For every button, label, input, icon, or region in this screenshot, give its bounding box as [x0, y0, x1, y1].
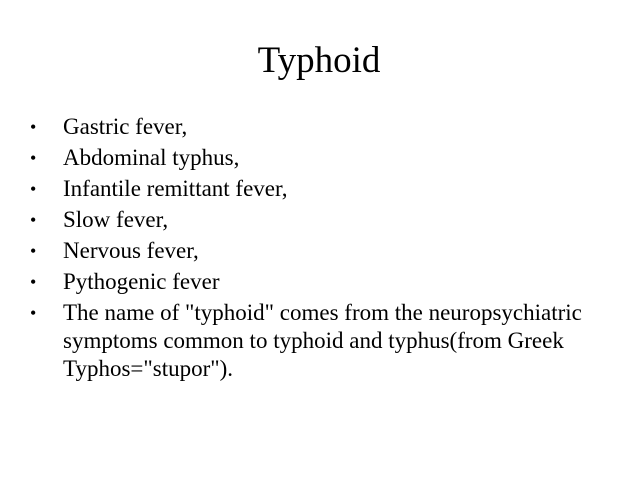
bullet-dot-icon: • — [30, 241, 37, 261]
bullet-item — [30, 175, 600, 203]
slide-title: Typhoid — [257, 40, 381, 81]
bullet-text: Pythogenic fever — [63, 269, 220, 294]
bullet-text: Abdominal typhus, — [63, 145, 240, 170]
bullet-list — [30, 113, 600, 386]
bullet-dot-icon: • — [30, 117, 37, 137]
bullet-item — [30, 268, 600, 296]
bullet-text: Slow fever, — [63, 207, 169, 232]
bullet-item — [30, 299, 600, 383]
bullet-item — [30, 113, 600, 141]
bullet-item — [30, 206, 600, 234]
bullet-text: Infantile remittant fever, — [63, 176, 288, 201]
bullet-dot-icon: • — [30, 148, 37, 168]
bullet-text: The name of "typhoid" comes from the neuropsychiatric symptoms common to typhoid and typhus(from Greek Typhos="stupor"). — [63, 300, 582, 381]
bullet-text: Nervous fever, — [63, 238, 199, 263]
bullet-dot-icon: • — [30, 272, 37, 292]
bullet-dot-icon: • — [30, 303, 37, 323]
bullet-dot-icon: • — [30, 210, 37, 230]
bullet-item — [30, 237, 600, 265]
bullet-text: Gastric fever, — [63, 114, 188, 139]
bullet-dot-icon: • — [30, 179, 37, 199]
bullet-item — [30, 144, 600, 172]
